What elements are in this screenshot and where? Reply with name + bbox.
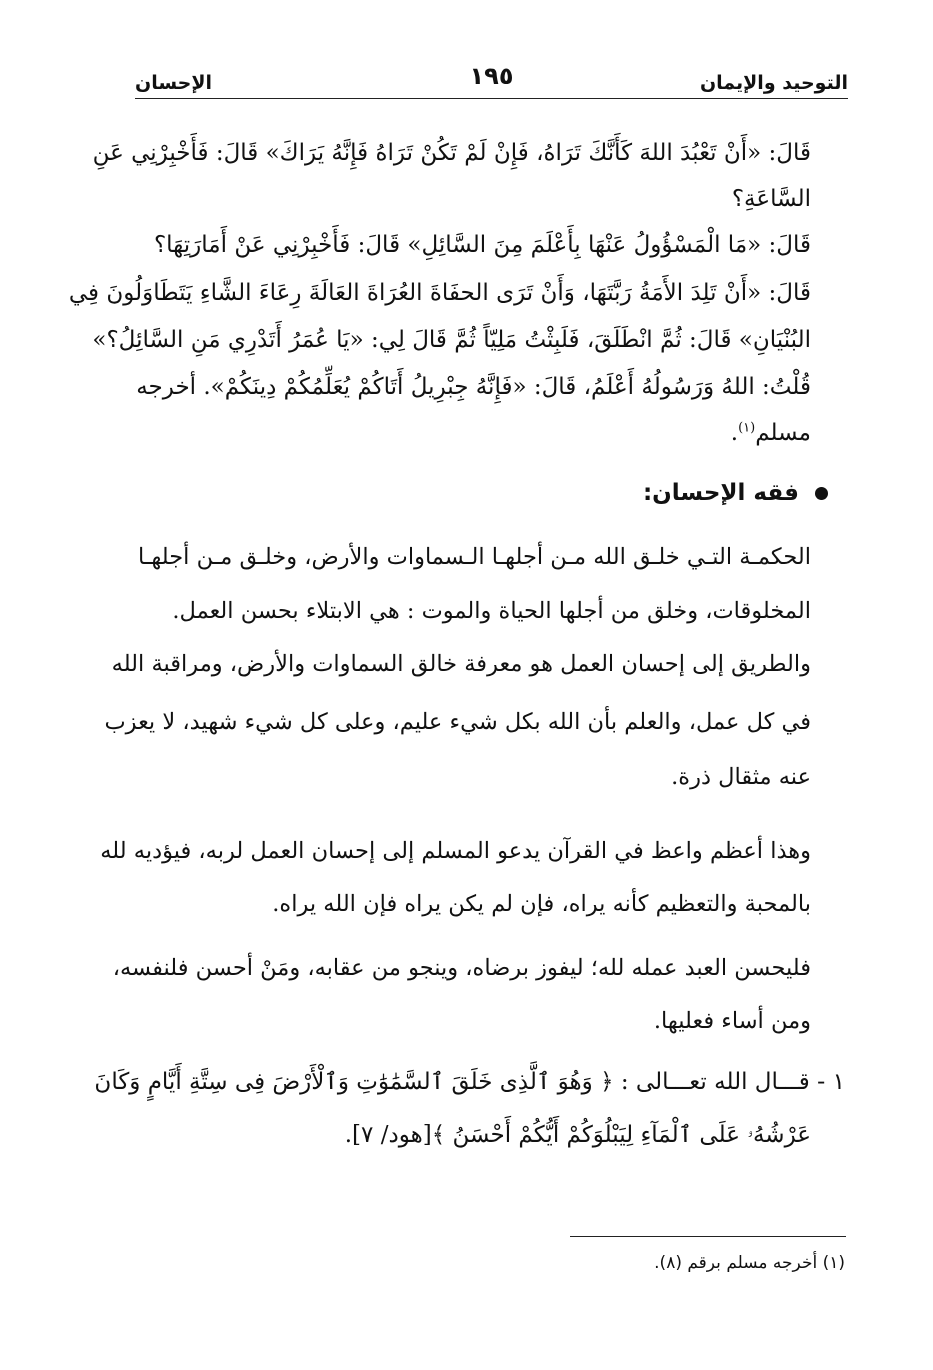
hadith-line: مسلم$^{(١)}$. xyxy=(730,420,811,446)
paragraph-line: الحكمـة التـي خلـق الله مـن أجلهـا الـسماوات والأرض، وخلـق مـن أجلهـا xyxy=(137,544,811,570)
paragraph-line: في كل عمل، والعلم بأن الله بكل شيء عليم، وعلى كل شيء شهيد، لا يعزب xyxy=(104,709,811,735)
hadith-line-text: مسلم xyxy=(755,420,811,446)
verse-text: قـــال الله تعـــالى : ﴿ وَهُوَ ٱلَّذِى خَلَقَ ٱلسَّمَٰوَٰتِ وَٱلْأَرْضَ فِى سِتَّةِ أَيَّامٍ وَكَانَ xyxy=(94,1069,810,1095)
paragraph-line: ومن أساء فعليها. xyxy=(653,1008,811,1034)
paragraph-line: بالمحبة والتعظيم كأنه يراه، فإن لم يكن يراه فإن الله يراه. xyxy=(272,891,811,917)
hadith-line: قُلْتُ: اللهُ وَرَسُولُهُ أَعْلَمُ، قَالَ: «فَإِنَّهُ جِبْرِيلُ أَتَاكُمْ يُعَلِّمُكُمْ دِينَكُمْ». أخرجه xyxy=(136,374,811,400)
paragraph-line: عنه مثقال ذرة. xyxy=(671,764,811,790)
footnote-reference: (١) xyxy=(738,420,756,436)
paragraph-line: المخلوقات، وخلق من أجلها الحياة والموت : هي الابتلاء بحسن العمل. xyxy=(172,598,811,624)
hadith-line: قَالَ: «أَنْ تَلِدَ الأَمَةُ رَبَّتَهَا، وَأَنْ تَرَى الحفَاةَ العُرَاةَ العَالَةَ رِعَاءَ الشَّاءِ يَتَطَاوَلُونَ فِي xyxy=(68,280,811,306)
hadith-line: البُنْيَانِ» قَالَ: ثُمَّ انْطَلَقَ، فَلَبِثْتُ مَلِيّاً ثُمَّ قَالَ لِي: «يَا عُمَرُ أَتَدْرِي مَنِ السَّائِلُ؟» xyxy=(92,327,811,353)
verse-item-line xyxy=(94,1069,845,1095)
bullet-icon xyxy=(815,487,828,500)
paragraph-line: فليحسن العبد عمله لله؛ ليفوز برضاه، وينجو من عقابه، ومَنْ أحسن فلنفسه، xyxy=(112,955,811,981)
page-number: ١٩٥ xyxy=(469,62,514,90)
section-heading xyxy=(643,480,828,506)
hadith-line: قَالَ: «مَا الْمَسْؤُولُ عَنْهَا بِأَعْلَمَ مِنَ السَّائِلِ» قَالَ: فَأَخْبِرْنِي عَنْ أَمَارَتِهَا؟ xyxy=(153,232,811,258)
page-header xyxy=(135,62,848,99)
verse-item-line: عَرْشُهُۥ عَلَى ٱلْمَآءِ لِيَبْلُوَكُمْ أَيُّكُمْ أَحْسَنُ ﴾[هود/ ٧]. xyxy=(344,1122,811,1148)
hadith-line: قَالَ: «أَنْ تَعْبُدَ اللهَ كَأَنَّكَ تَرَاهُ، فَإِنْ لَمْ تَكُنْ تَرَاهُ فَإِنَّهُ يَرَاكَ» قَالَ: فَأَخْبِرْنِي عَنِ xyxy=(92,140,811,166)
book-title: التوحيد والإيمان xyxy=(699,72,848,94)
chapter-title: الإحسان xyxy=(135,72,213,94)
item-number: ١ - xyxy=(817,1069,845,1095)
footnote: (١) أخرجه مسلم برقم (٨). xyxy=(654,1253,845,1273)
hadith-line: السَّاعَةِ؟ xyxy=(731,186,811,212)
section-heading-text: فقه الإحسان: xyxy=(642,480,799,506)
paragraph-line: والطريق إلى إحسان العمل هو معرفة خالق السماوات والأرض، ومراقبة الله xyxy=(111,651,811,677)
paragraph-line: وهذا أعظم واعظ في القرآن يدعو المسلم إلى إحسان العمل لربه، فيؤديه لله xyxy=(100,838,811,864)
footnote-divider xyxy=(570,1236,846,1237)
